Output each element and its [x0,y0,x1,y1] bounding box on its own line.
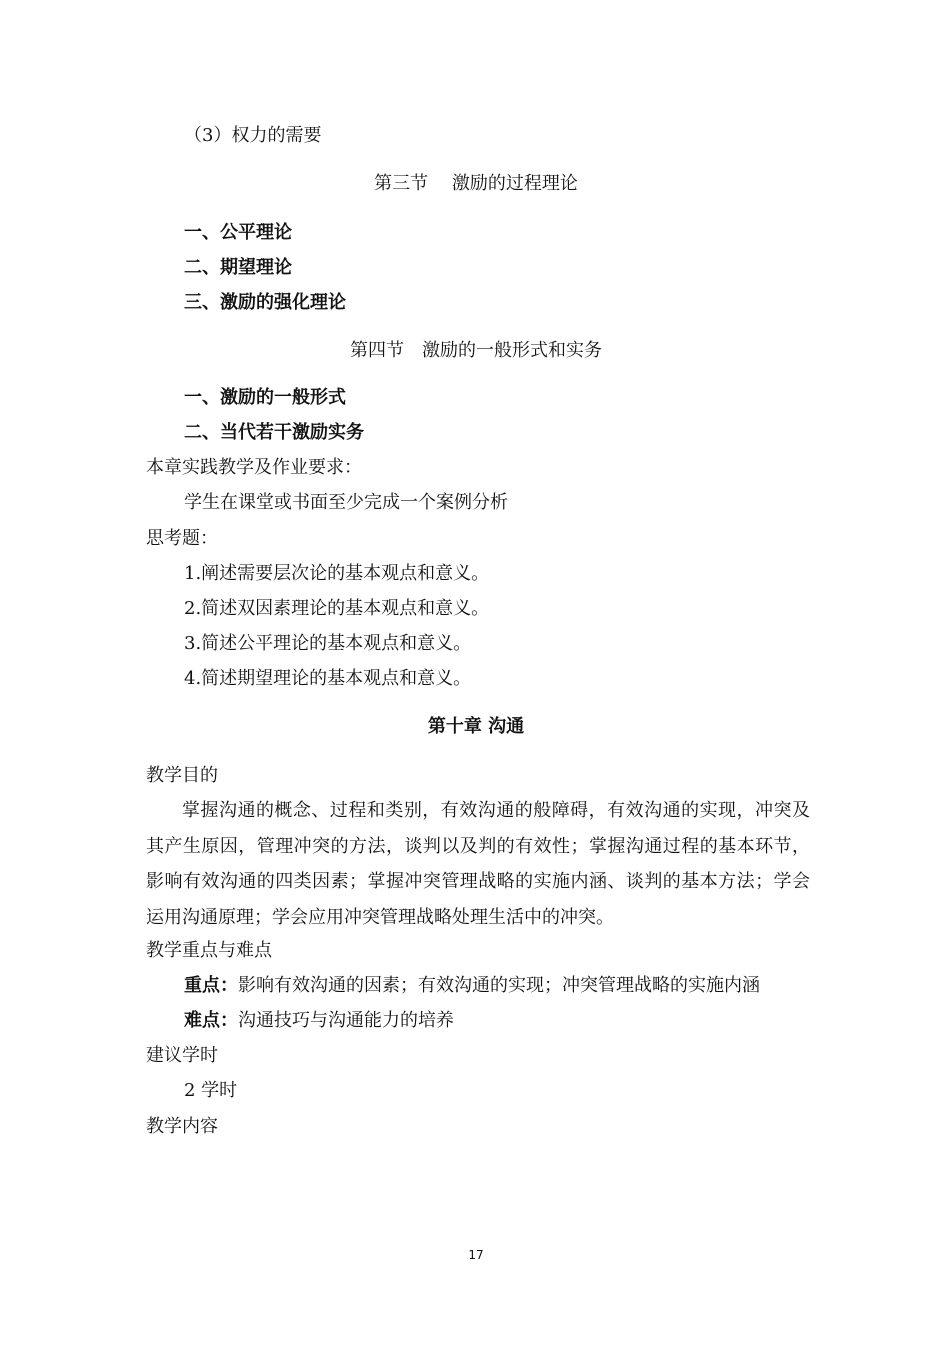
question-item: 4.简述期望理论的基本观点和意义。 [184,668,472,689]
hours-text: 2 学时 [184,1080,238,1101]
page-number: 17 [468,1248,484,1262]
section3-item-3: 三、激励的强化理论 [184,292,346,313]
hours-heading: 建议学时 [146,1045,218,1066]
difficulty-text: 沟通技巧与沟通能力的培养 [238,1010,454,1031]
difficulty-label: 难点： [184,1010,238,1031]
objectives-paragraph: 掌握沟通的概念、过程和类别，有效沟通的般障碍，有效沟通的实现，冲突及其产生原因，管理冲突的方法，谈判以及判的有效性；掌握沟通过程的基本环节，影响有效沟通的四类因素；掌握冲突管理战略的实施内涵、谈判的基本方法；学会运用沟通原理；学会应用冲突管理战略处理生活中的冲突。 [146,800,810,928]
questions-heading: 思考题： [146,528,218,549]
chapter-title: 第十章 沟通 [427,716,525,737]
section3-item-2: 二、期望理论 [184,257,292,278]
section3-item-1: 一、公平理论 [184,222,292,243]
key-point-label: 重点： [184,975,238,996]
question-item: 2.简述双因素理论的基本观点和意义。 [184,598,490,619]
key-point-text: 影响有效沟通的因素；有效沟通的实现；冲突管理战略的实施内涵 [238,975,760,996]
question-item: 3.简述公平理论的基本观点和意义。 [184,633,472,654]
key-point-line [184,974,760,998]
objectives-heading: 教学目的 [146,765,218,786]
content-heading: 教学内容 [146,1116,218,1137]
difficulty-line [184,1009,454,1033]
practice-heading: 本章实践教学及作业要求： [146,457,362,478]
power-need-line: （3）权力的需要 [184,125,322,146]
section4-item-1: 一、激励的一般形式 [184,387,346,408]
section4-title: 第四节 激励的一般形式和实务 [350,340,602,361]
practice-text: 学生在课堂或书面至少完成一个案例分析 [184,492,508,513]
keypoints-heading: 教学重点与难点 [146,940,272,961]
section3-title: 第三节 激励的过程理论 [374,173,578,194]
section4-item-2: 二、当代若干激励实务 [184,422,364,443]
question-item: 1.阐述需要层次论的基本观点和意义。 [184,563,490,584]
